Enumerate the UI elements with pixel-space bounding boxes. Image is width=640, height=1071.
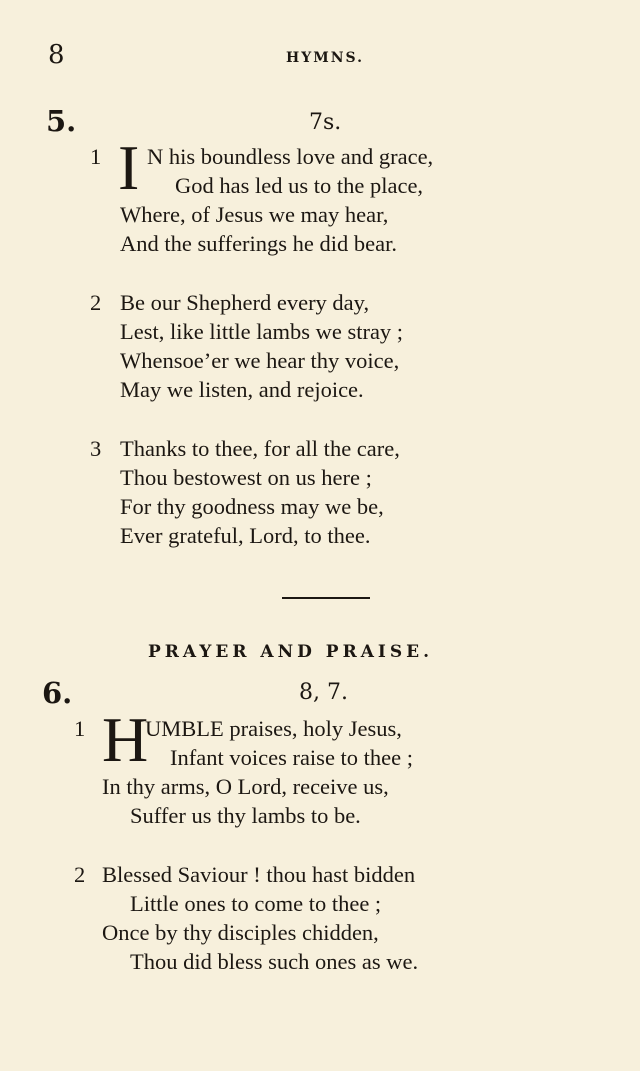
hymn-6-s1-line-2: Infant voices raise to thee ; [170, 745, 414, 770]
hymn-5-s3-line-3: For thy goodness may we be, [120, 494, 384, 519]
hymn-6-meter: 8, 7. [299, 680, 348, 705]
hymn-6-number: 6. [42, 676, 73, 710]
hymn-6-s2-line-1: Blessed Saviour ! thou hast bidden [102, 862, 416, 887]
hymn-5-s2-line-3: Whensoe’er we hear thy voice, [120, 348, 400, 373]
hymn-6-s2-line-2: Little ones to come to thee ; [130, 891, 382, 916]
hymn-6-s1-line-4: Suffer us thy lambs to be. [130, 803, 361, 828]
hymn-5-stanza-2-number: 2 [90, 290, 102, 315]
hymn-5-stanza-3-number: 3 [90, 436, 102, 461]
hymn-5-s1-line-3: Where, of Jesus we may hear, [120, 202, 389, 227]
hymn-5-s3-line-2: Thou bestowest on us here ; [120, 465, 372, 490]
hymn-5-s3-line-1: Thanks to thee, for all the care, [120, 436, 400, 461]
section-title: PRAYER AND PRAISE. [148, 642, 433, 662]
hymn-6-stanza-2-number: 2 [74, 862, 86, 887]
hymn-5-s2-line-2: Lest, like little lambs we stray ; [120, 319, 404, 344]
hymn-5-stanza-1-number: 1 [90, 144, 102, 169]
section-divider [282, 597, 370, 599]
hymn-5-number: 5. [46, 104, 77, 138]
hymn-5-s2-line-4: May we listen, and rejoice. [120, 377, 364, 402]
hymn-6-s2-line-3: Once by thy disciples chidden, [102, 920, 379, 945]
hymn-5-s1-line-4: And the sufferings he did bear. [120, 231, 398, 256]
hymn-5-s1-line-2: God has led us to the place, [175, 173, 424, 198]
hymn-6-s1-line-1: UMBLE praises, holy Jesus, [145, 716, 402, 741]
hymn-5-s1-line-1: N his boundless love and grace, [147, 144, 434, 169]
hymn-5-s3-line-4: Ever grateful, Lord, to thee. [120, 523, 371, 548]
hymn-6-s1-line-3: In thy arms, O Lord, receive us, [102, 774, 389, 799]
running-head: HYMNS. [286, 50, 365, 66]
hymn-6-s2-line-4: Thou did bless such ones as we. [130, 949, 419, 974]
hymn-6-dropcap: H [102, 704, 149, 775]
hymn-5-s2-line-1: Be our Shepherd every day, [120, 290, 370, 315]
page-number: 8 [48, 40, 65, 70]
hymn-5-meter: 7s. [309, 110, 342, 135]
hymn-6-stanza-1-number: 1 [74, 716, 86, 741]
hymn-5-dropcap: I [118, 132, 140, 203]
